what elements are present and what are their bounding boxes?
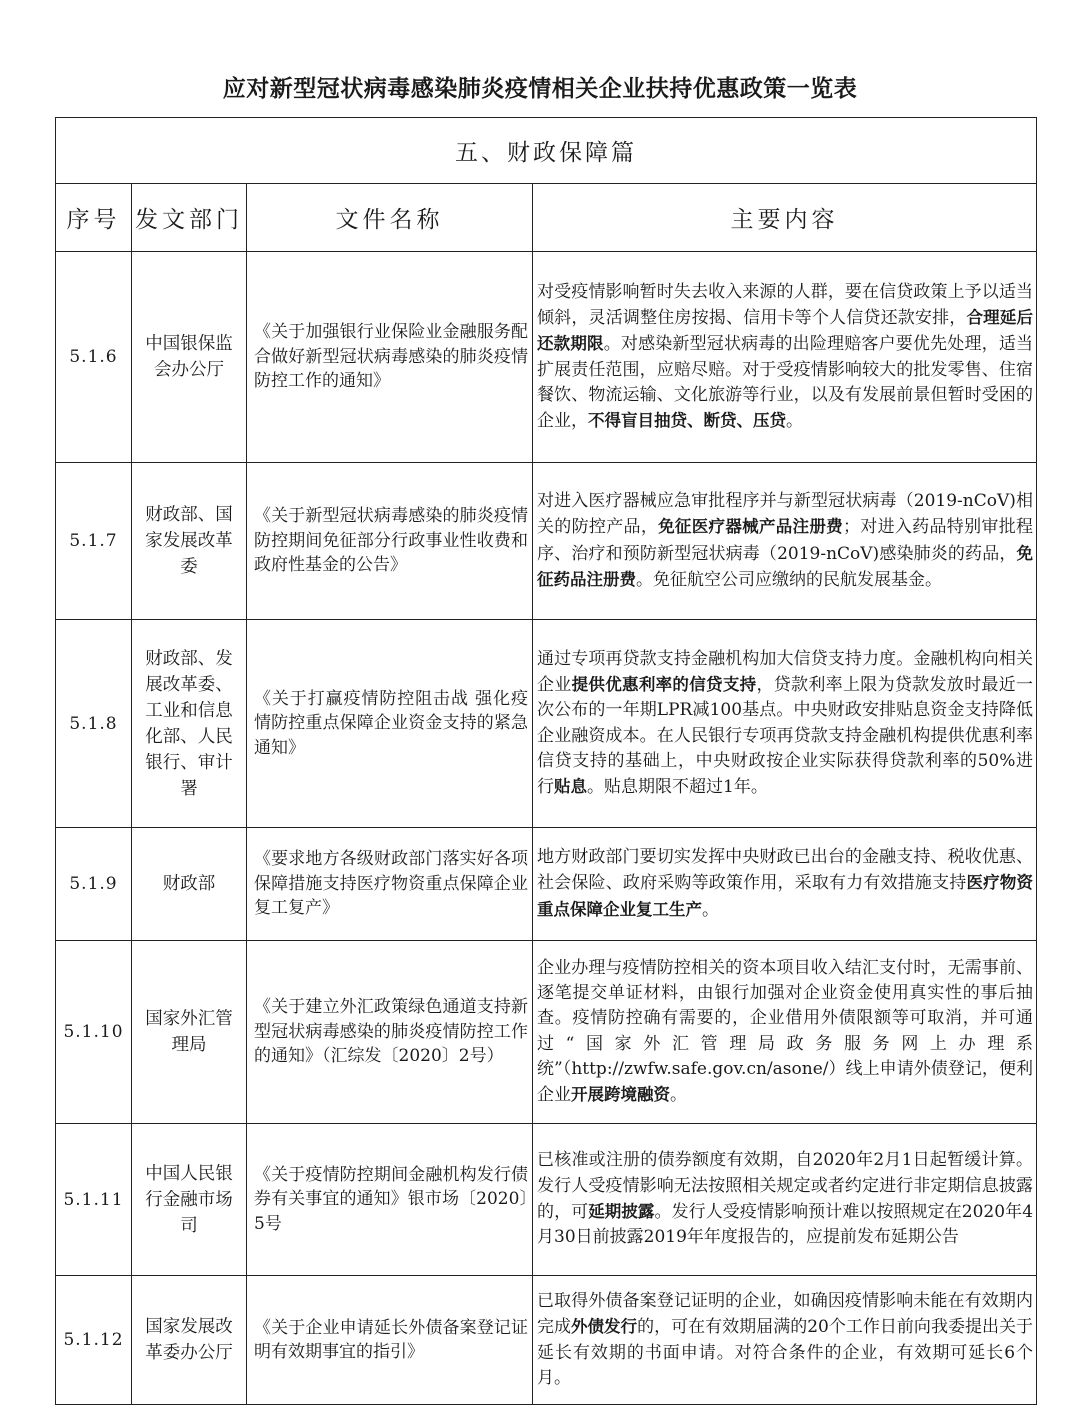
table-row: [56, 463, 1037, 620]
emphasized-text: 提供优惠利率的信贷支持: [571, 674, 757, 694]
row-number: 5.1.10: [56, 941, 132, 1124]
row-number: 5.1.6: [56, 252, 132, 463]
emphasized-text: 开展跨境融资: [571, 1085, 670, 1105]
row-number: 5.1.11: [56, 1124, 132, 1276]
content-text: 。: [702, 899, 719, 920]
row-number: 5.1.8: [56, 620, 132, 828]
emphasized-text: 外债发行: [571, 1317, 638, 1337]
issuing-department: 中国人民银行金融市场司: [132, 1124, 247, 1276]
header-no: 序号: [56, 184, 132, 252]
issuing-department: 国家外汇管理局: [132, 941, 247, 1124]
row-number: 5.1.12: [56, 1276, 132, 1405]
main-content: [533, 1124, 1037, 1276]
main-content: [533, 941, 1037, 1124]
content-text: ；对进入药品特别审批程序、治疗和预防新型冠状病毒（2019-nCoV)感染肺炎的药品，: [537, 517, 1034, 564]
issuing-department: 财政部: [132, 828, 247, 941]
content-text: 已取得外债备案登记证明的企业，如确因疫情影响未能在有效期内完成: [537, 1290, 1033, 1338]
issuing-department: 国家发展改革委办公厅: [132, 1276, 247, 1405]
emphasized-text: 贴息: [554, 777, 587, 797]
content-text: 。对感染新型冠状病毒的出险理赔客户要优先处理，适当扩展责任范围，应赔尽赔。对于受疫情影响较大的批发零售、住宿餐饮、物流运输、文化旅游等行业，以及有发展前景但暂时受困的企业，: [537, 334, 1034, 432]
header-dept: 发文部门: [132, 184, 247, 252]
issuing-department: 财政部、国家发展改革委: [132, 463, 247, 620]
main-content: [533, 252, 1037, 463]
table-row: [56, 941, 1037, 1124]
emphasized-text: 合理延后还款期限: [537, 307, 1034, 354]
table-row: [56, 252, 1037, 463]
content-text: 对进入医疗器械应急审批程序并与新型冠状病毒（2019-nCoV)相关的防控产品，: [537, 490, 1033, 538]
content-text: 企业办理与疫情防控相关的资本项目收入结汇支付时，无需事前、逐笔提交单证材料，由银行加强对企业资金使用真实性的事后抽查。疫情防控确有需要的，企业借用外债限额等可取消，并可通过“国家外汇管理局政务服务网上办理系统”（http://zwfw.safe.gov.cn/asone/）线上申请外债登记，便利企业: [537, 957, 1033, 1106]
emphasized-text: 不得盲目抽贷、断贷、压贷: [588, 411, 786, 431]
document-name: 《关于新型冠状病毒感染的肺炎疫情防控期间免征部分行政事业性收费和政府性基金的公告》: [247, 463, 533, 620]
emphasized-text: 延期披露: [588, 1202, 655, 1221]
table-row: [56, 828, 1037, 941]
main-content: [533, 828, 1037, 941]
issuing-department: 财政部、发展改革委、工业和信息化部、人民银行、审计署: [132, 620, 247, 828]
row-number: 5.1.9: [56, 828, 132, 941]
document-name: 《关于疫情防控期间金融机构发行债券有关事宜的通知》银市场〔2020〕5号: [247, 1124, 533, 1276]
content-text: 对受疫情影响暂时失去收入来源的人群，要在信贷政策上予以适当倾斜，灵活调整住房按揭、信用卡等个人信贷还款安排，: [537, 281, 1033, 328]
page-title: 应对新型冠状病毒感染肺炎疫情相关企业扶持优惠政策一览表: [222, 76, 858, 102]
content-text: 已核准或注册的债券额度有效期，自2020年2月1日起暂缓计算。发行人受疫情影响无法按照相关规定或者约定进行非定期信息披露的，可: [537, 1150, 1033, 1222]
content-text: 。贴息期限不超过1年。: [587, 777, 768, 798]
document-name: 《关于打赢疫情防控阻击战 强化疫情防控重点保障企业资金支持的紧急通知》: [247, 620, 533, 828]
table-row: [56, 1276, 1037, 1405]
document-name: 《关于加强银行业保险业金融服务配合做好新型冠状病毒感染的肺炎疫情防控工作的通知》: [247, 252, 533, 463]
section-row: [56, 118, 1037, 184]
emphasized-text: 免征医疗器械产品注册费: [658, 517, 843, 537]
main-content: [533, 1276, 1037, 1405]
section-title: 五、财政保障篇: [56, 118, 1037, 184]
content-text: ，贷款利率上限为贷款发放时最近一次公布的一年期LPR减100基点。中央财政安排贴息资金支持降低企业融资成本。在人民银行专项再贷款支持金融机构提供优惠利率信贷支持的基础上，中央财政按企业实际获得贷款利率的50%进行: [537, 674, 1034, 798]
content-text: 地方财政部门要切实发挥中央财政已出台的金融支持、税收优惠、社会保险、政府采购等政策作用，采取有力有效措施支持: [537, 847, 1033, 894]
content-text: 。发行人受疫情影响预计难以按照规定在2020年4月30日前披露2019年年度报告的，应提前发布延期公告: [537, 1202, 1034, 1248]
content-text: 。: [670, 1085, 687, 1106]
header-row: [56, 184, 1037, 252]
header-content: 主要内容: [533, 184, 1037, 252]
document-name: 《关于企业申请延长外债备案登记证明有效期事宜的指引》: [247, 1276, 533, 1405]
content-text: 。免征航空公司应缴纳的民航发展基金。: [636, 569, 942, 590]
header-doc: 文件名称: [247, 184, 533, 252]
main-content: [533, 463, 1037, 620]
main-content: [533, 620, 1037, 828]
emphasized-text: 免征药品注册费: [537, 543, 1033, 589]
content-text: 的，可在有效期届满的20个工作日前向我委提出关于延长有效期的书面申请。对符合条件的企业，有效期可延长6个月。: [537, 1317, 1034, 1388]
table-row: [56, 620, 1037, 828]
document-name: 《关于建立外汇政策绿色通道支持新型冠状病毒感染的肺炎疫情防控工作的通知》（汇综发〔2020〕2号）: [247, 941, 533, 1124]
issuing-department: 中国银保监会办公厅: [132, 252, 247, 463]
content-text: 通过专项再贷款支持金融机构加大信贷支持力度。金融机构向相关企业: [537, 648, 1033, 695]
row-number: 5.1.7: [56, 463, 132, 620]
table-row: [56, 1124, 1037, 1276]
emphasized-text: 医疗物资重点保障企业复工生产: [537, 873, 1034, 919]
document-name: 《要求地方各级财政部门落实好各项保障措施支持医疗物资重点保障企业复工复产》: [247, 828, 533, 941]
policy-table: [55, 117, 1037, 1405]
content-text: 。: [786, 411, 803, 432]
